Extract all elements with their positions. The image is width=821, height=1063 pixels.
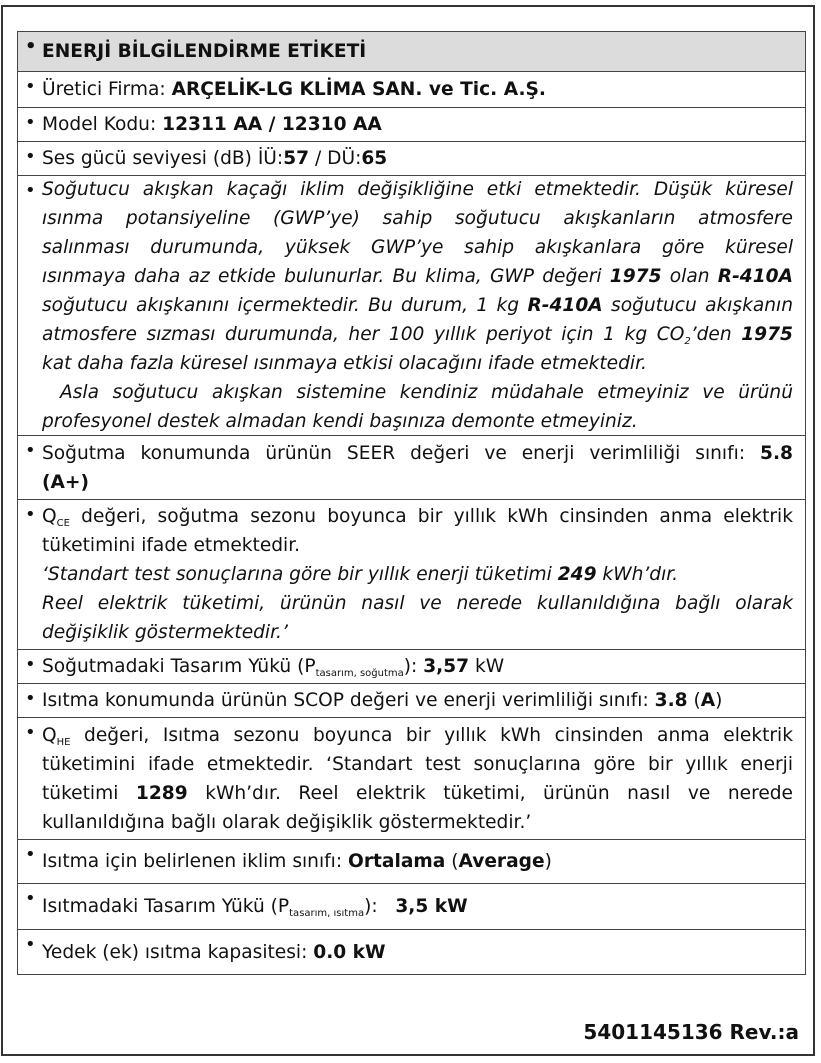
backup-heating-row: • Yedek (ek) ısıtma kapasitesi: 0.0 kW: [18, 930, 805, 974]
scop-class: A: [700, 690, 716, 711]
qhe-kwh: 1289: [135, 782, 188, 804]
qhe-row: • $Q_{HE}$ değeri, Isıtma sezonu boyunca bir yıllık kWh cinsinden anma elektrik tüketimini ifade etmektedir. ‘Standart test sonuçlarına göre bir yıllık enerji tüketimi 1289 kWh’dır. Reel elektrik tüketimi, ürünün nasıl ve nerede kullanıldığına bağlı olarak değişiklik göstermektedir.’: [18, 718, 805, 840]
sound-row: • Ses gücü seviyesi (dB) İÜ:57 / DÜ:65: [18, 142, 805, 176]
climate-value: Ortalama: [348, 851, 446, 872]
sound-indoor: 57: [283, 148, 310, 169]
manufacturer-row: • Üretici Firma: ARÇELİK-LG KLİMA SAN. ve Tic. A.Ş.: [18, 72, 805, 108]
scop-row: • Isıtma konumunda ürünün SCOP değeri ve enerji verimliliği sınıfı: 3.8 (A): [18, 684, 805, 718]
seer-value: 5.8: [760, 442, 793, 464]
refrigerant-name: R-410A: [717, 266, 793, 287]
gwp-value: 1975: [609, 266, 662, 287]
model-value: 12311 AA / 12310 AA: [162, 114, 382, 135]
energy-info-table: [17, 31, 806, 975]
document-code: 5401145136 Rev.:a: [583, 1020, 799, 1044]
climate-en: Average: [458, 851, 545, 872]
model-row: • Model Kodu: 12311 AA / 12310 AA: [18, 108, 805, 142]
design-load-cooling-row: • Soğutmadaki Tasarım Yükü $(P_{tasarım, soğutma})$: 3,57 kW: [18, 650, 805, 684]
design-load-cooling-value: 3,57: [423, 656, 470, 677]
sound-outdoor: 65: [361, 148, 388, 169]
label-page: [1, 5, 815, 1056]
qce-row: • $Q_{CE}$ değeri, soğutma sezonu boyunca bir yıllık kWh cinsinden anma elektrik tüketimini ifade etmektedir. ‘Standart test sonuçlarına göre bir yıllık enerji tüketimi 249 kWh’dır. Reel elektrik tüketimi, ürünün nasıl ve nerede kullanıldığına bağlı olarak değişiklik göstermektedir.’: [18, 500, 805, 650]
qce-kwh: 249: [557, 564, 597, 585]
scop-value: 3.8: [654, 690, 688, 711]
design-load-heating-value: 3,5 kW: [395, 896, 468, 917]
backup-heating-value: 0.0 kW: [313, 941, 386, 963]
refrigerant-row: • Soğutucu akışkan kaçağı iklim değişikliğine etki etmektedir. Düşük küresel ısınma potansiyeline (GWP’ye) sahip soğutucu akışkanların atmosfere salınması durumunda, yüksek GWP’ye sahip akışkanlara göre küresel ısınmaya daha az etkide bulunurlar. Bu klima, GWP değeri 1975 olan R-410A soğutucu akışkanını içermektedir. Bu durum, 1 kg R-410A soğutucu akışkanın atmosfere sızması durumunda, her 100 yıllık periyot için 1 kg $CO_2’den$ 1975 kat daha fazla küresel ısınmaya etkisi olacağını ifade etmektedir. Asla soğutucu akışkan sistemine kendiniz müdahale etmeyiniz ve ürünü profesyonel destek almadan kendi başınıza demonte etmeyiniz.: [18, 176, 805, 436]
manufacturer-value: ARÇELİK-LG KLİMA SAN. ve Tic. A.Ş.: [171, 79, 546, 100]
seer-row: • Soğutma konumunda ürünün SEER değeri ve enerji verimliliği sınıfı: 5.8 (A+): [18, 436, 805, 500]
label-header: • ENERJİ BİLGİLENDİRME ETİKETİ: [18, 32, 805, 72]
design-load-heating-row: • Isıtmadaki Tasarım Yükü $(P_{tasarım, ısıtma})$: 3,5 kW: [18, 884, 805, 930]
seer-class: (A+): [42, 471, 89, 493]
climate-class-row: • Isıtma için belirlenen iklim sınıfı: Ortalama (Average): [18, 840, 805, 884]
